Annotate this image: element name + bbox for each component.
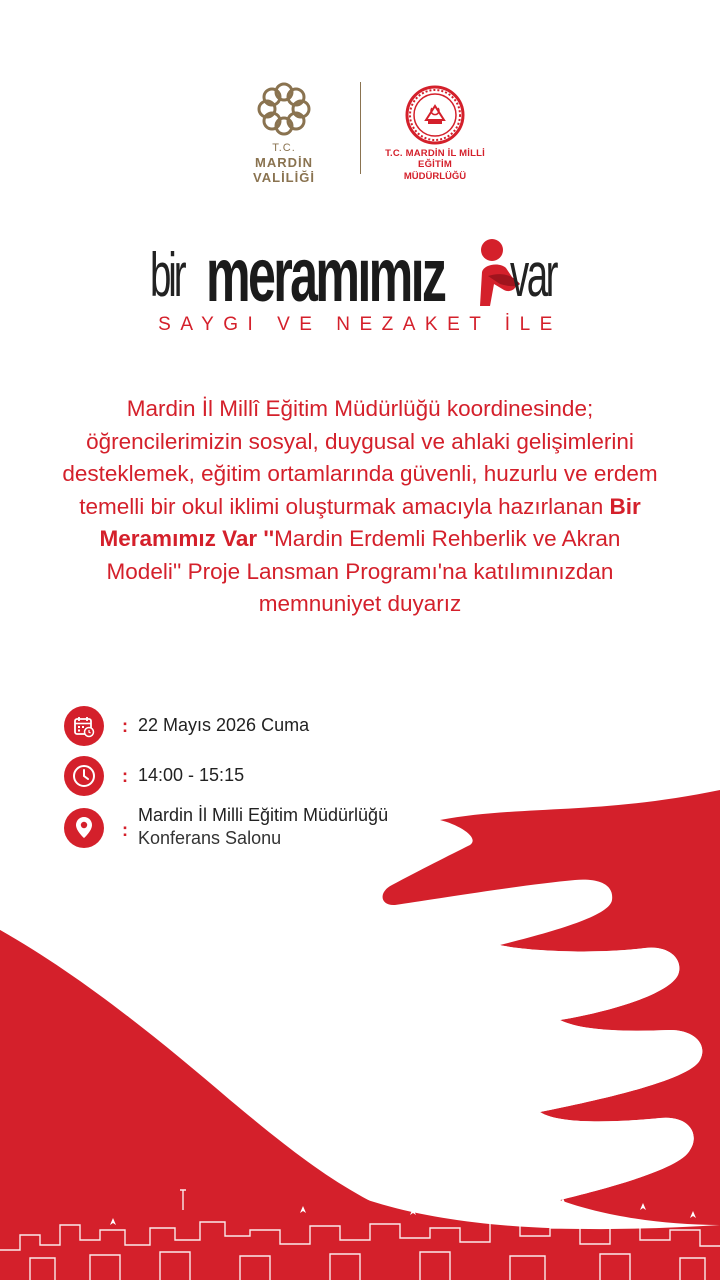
paragraph-text-bold: Bir Meramımız Var ''	[99, 493, 641, 551]
location-colon: :	[122, 820, 128, 840]
logo-left-name: MARDİN VALİLİĞİ	[253, 155, 315, 185]
logo-right-line1: T.C. MARDİN İL MİLLİ EĞİTİM	[385, 148, 485, 170]
title-part-bir: bir	[150, 241, 184, 310]
invitation-paragraph	[60, 393, 660, 621]
milli-egitim-logo	[370, 84, 500, 182]
location-line2: Konferans Salonu	[138, 828, 282, 848]
mardin-valiligi-logo	[222, 80, 346, 185]
title-part-var: var	[510, 241, 556, 310]
mardin-star-emblem-icon	[255, 80, 313, 138]
calendar-icon	[64, 706, 104, 746]
logo-right-line2: MÜDÜRLÜĞÜ	[403, 171, 467, 182]
location-text	[138, 804, 388, 850]
date-colon: :	[122, 716, 128, 736]
location-pin-icon	[64, 808, 104, 848]
meb-seal-icon	[404, 84, 466, 146]
title-part-meramimiz: meramımız	[206, 233, 445, 318]
event-date: 22 Mayıs 2026 Cuma	[138, 715, 310, 735]
clock-icon	[64, 756, 104, 796]
paragraph-text-b: Mardin Erdemli Rehberlik ve Akran Modeli'' Proje Lansman Programı'na katılımınızdan memnuniyet duyarız	[106, 526, 621, 616]
project-title-logo	[150, 232, 570, 318]
logo-divider	[360, 82, 361, 174]
event-time: 14:00 - 15:15	[138, 765, 245, 785]
paragraph-text-a: Mardin İl Millî Eğitim Müdürlüğü koordinesinde; öğrencilerimizin sosyal, duygusal ve ahlaki gelişimlerini desteklemek, eğitim ortamlarında güvenli, huzurlu ve erdem temelli bir okul iklimi oluşturmak amacıyla hazırlanan	[62, 396, 658, 519]
date-row	[64, 706, 309, 746]
time-colon: :	[122, 766, 128, 786]
logo-left-tc: T.C.	[272, 142, 296, 154]
title-subtitle: SAYGI VE NEZAKET İLE	[158, 314, 562, 335]
location-line1: Mardin İl Milli Eğitim Müdürlüğü	[138, 805, 389, 825]
time-row	[64, 756, 244, 796]
location-row	[64, 806, 388, 850]
